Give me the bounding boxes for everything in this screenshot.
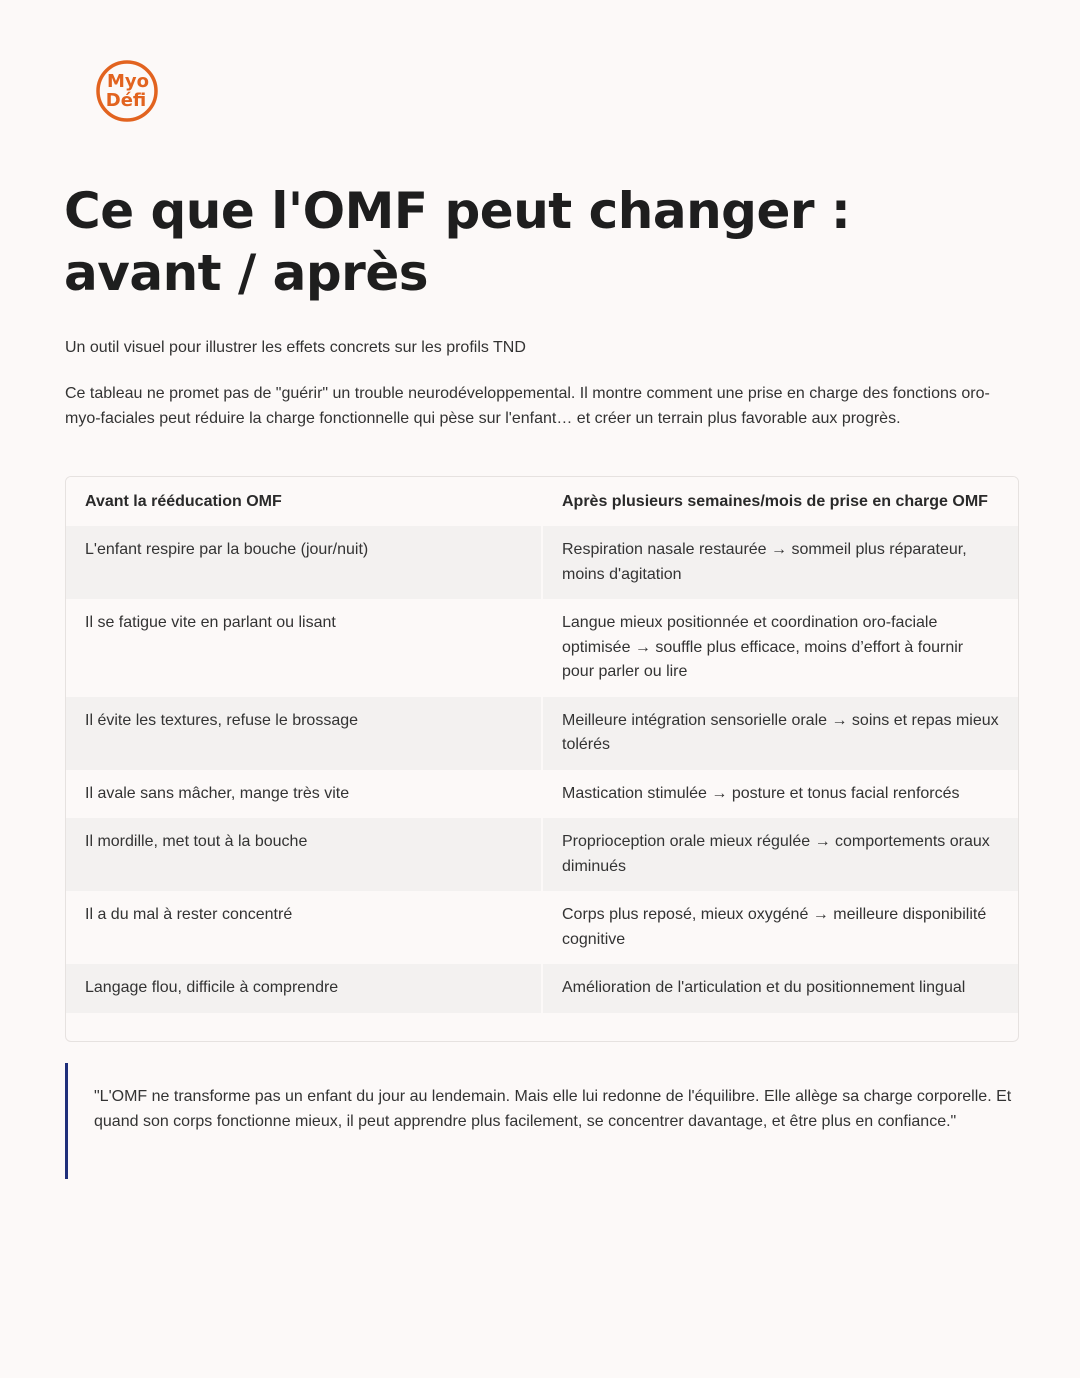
table-header-row xyxy=(66,477,1018,526)
cell-before: Langage flou, difficile à comprendre xyxy=(66,964,542,1013)
myodefi-logo xyxy=(94,58,160,124)
logo-text-line2: Défi xyxy=(105,90,147,111)
table-row xyxy=(66,526,1018,599)
cell-after: Meilleure intégration sensorielle orale → soins et repas mieux tolérés xyxy=(542,697,1018,770)
logo-text-line1: Myo xyxy=(106,71,150,92)
quote-text: "L'OMF ne transforme pas un enfant du jour au lendemain. Mais elle lui redonne de l'équilibre. Elle allège sa charge corporelle. Et quand son corps fonctionne mieux, il peut apprendre plus facilement, se concentrer davantage, et être plus en confiance." xyxy=(94,1088,1012,1130)
table-row xyxy=(66,770,1018,819)
cell-after: Langue mieux positionnée et coordination oro-faciale optimisée → souffle plus efficace, moins d’effort à fournir pour parler ou lire xyxy=(542,599,1018,697)
table-row xyxy=(66,697,1018,770)
cell-after: Respiration nasale restaurée → sommeil plus réparateur, moins d'agitation xyxy=(542,526,1018,599)
cell-after: Corps plus reposé, mieux oxygéné → meilleure disponibilité cognitive xyxy=(542,891,1018,964)
table-row xyxy=(66,818,1018,891)
cell-before: L'enfant respire par la bouche (jour/nuit) xyxy=(66,526,542,599)
cell-before: Il avale sans mâcher, mange très vite xyxy=(66,770,542,819)
comparison-table xyxy=(65,476,1019,1042)
page-title: Ce que l'OMF peut changer : avant / après xyxy=(64,182,851,302)
table-row xyxy=(66,891,1018,964)
cell-before: Il a du mal à rester concentré xyxy=(66,891,542,964)
subtitle: Un outil visuel pour illustrer les effets concrets sur les profils TND xyxy=(65,339,526,356)
header-before: Avant la rééducation OMF xyxy=(66,477,542,526)
table-row xyxy=(66,599,1018,697)
cell-after: Proprioception orale mieux régulée → comportements oraux diminués xyxy=(542,818,1018,891)
cell-before: Il mordille, met tout à la bouche xyxy=(66,818,542,891)
cell-after: Amélioration de l'articulation et du positionnement lingual xyxy=(542,964,1018,1013)
cell-before: Il évite les textures, refuse le brossage xyxy=(66,697,542,770)
cell-after: Mastication stimulée → posture et tonus facial renforcés xyxy=(542,770,1018,819)
intro-paragraph: Ce tableau ne promet pas de "guérir" un trouble neurodéveloppemental. Il montre comment une prise en charge des fonctions oro-myo-faciales peut réduire la charge fonctionnelle qui pèse sur l'enfant… et créer un terrain plus favorable aux progrès. xyxy=(65,385,990,427)
cell-before: Il se fatigue vite en parlant ou lisant xyxy=(66,599,542,697)
table-row xyxy=(66,964,1018,1013)
header-after: Après plusieurs semaines/mois de prise en charge OMF xyxy=(542,477,1018,526)
quote-block xyxy=(65,1063,1017,1179)
